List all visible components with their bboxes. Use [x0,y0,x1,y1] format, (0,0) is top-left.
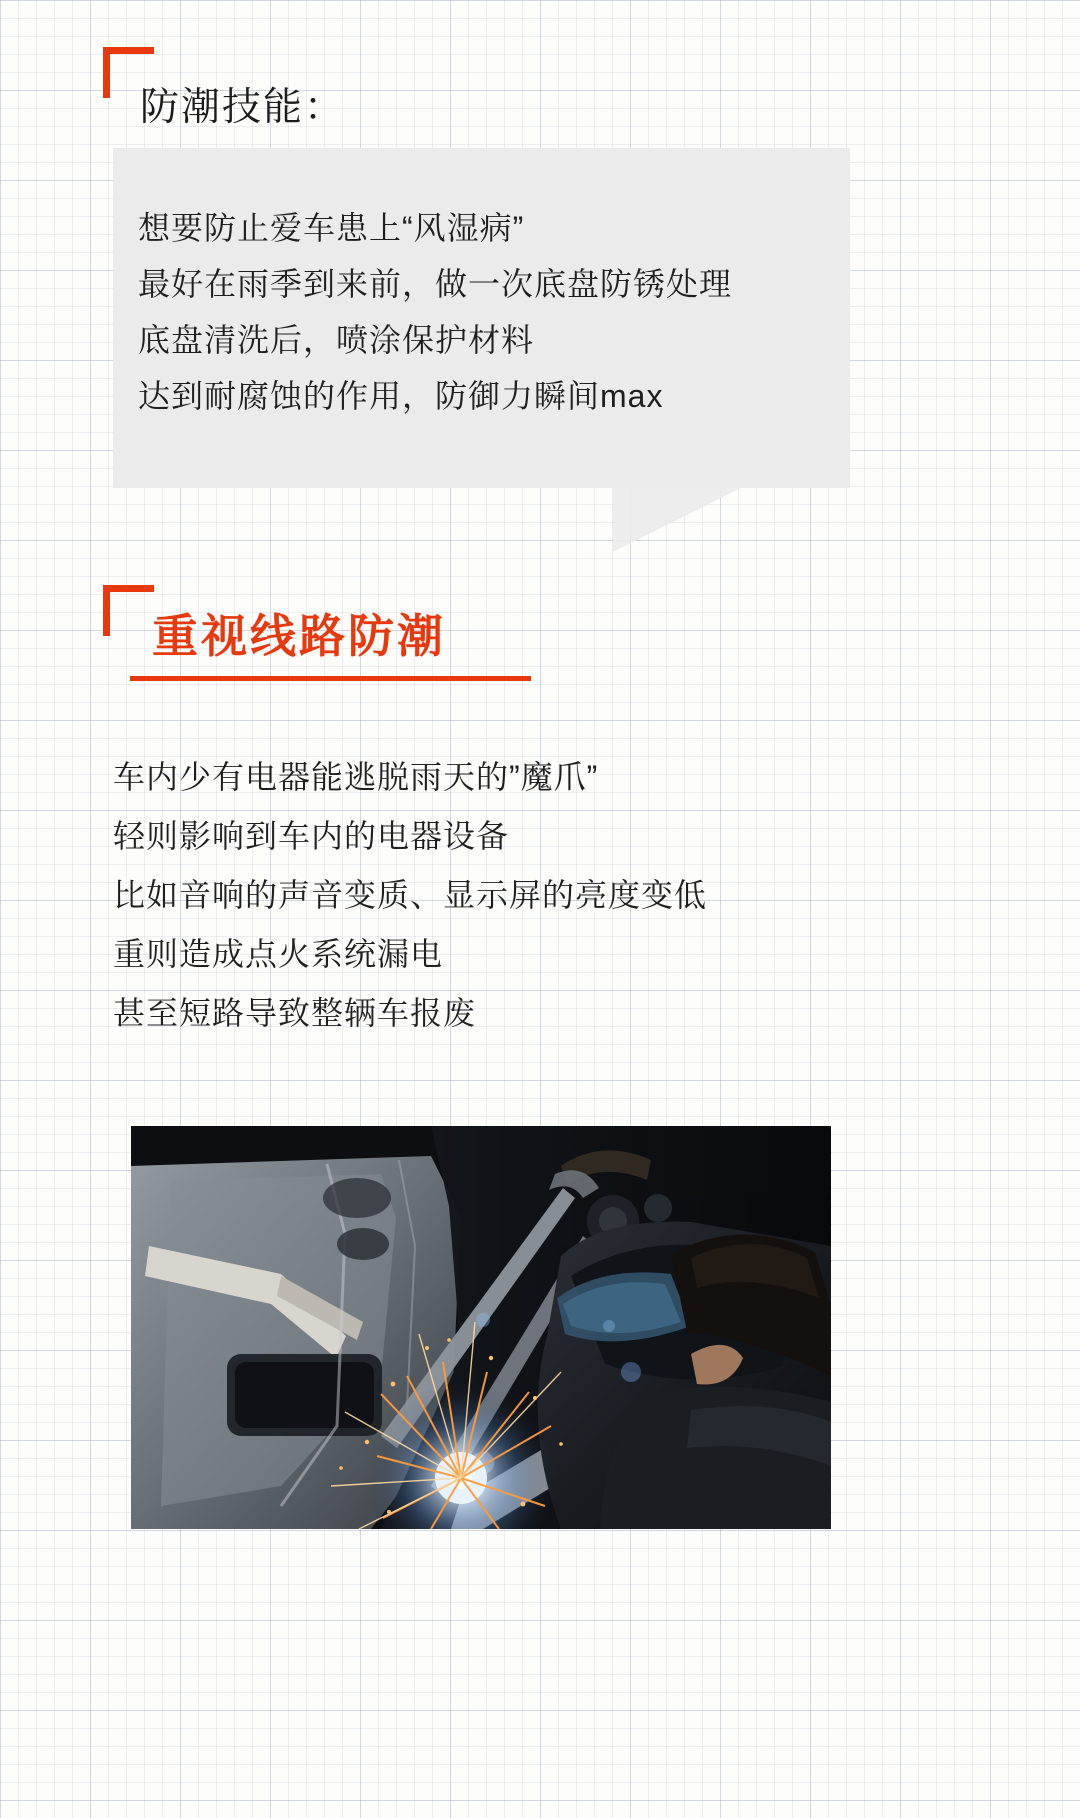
section-1-line: 底盘清洗后，喷涂保护材料 [138,322,535,358]
section-2-heading: 重视线路防潮 [152,610,446,662]
section-2-line: 甚至短路导致整辆车报废 [113,995,477,1031]
section-1-line: 达到耐腐蚀的作用，防御力瞬间max [138,378,664,414]
section-2-line: 比如音响的声音变质、显示屏的亮度变低 [113,877,708,913]
section-1-heading: 防潮技能： [140,86,346,129]
speech-bubble-tail [613,487,743,552]
section-2-body [113,748,973,1043]
section-2-line: 车内少有电器能逃脱雨天的”魔爪” [113,759,599,795]
section-2-line: 重则造成点火系统漏电 [113,936,444,972]
section-1-line: 最好在雨季到来前，做一次底盘防锈处理 [138,266,733,302]
section-2-underline [130,676,531,681]
section-2-line: 轻则影响到车内的电器设备 [113,818,510,854]
speech-bubble-body [113,148,850,424]
section-1-line: 想要防止爱车患上“风湿病” [138,210,525,246]
speech-bubble [113,148,850,488]
welding-photo [131,1126,831,1529]
corner-bracket-icon [103,585,154,636]
